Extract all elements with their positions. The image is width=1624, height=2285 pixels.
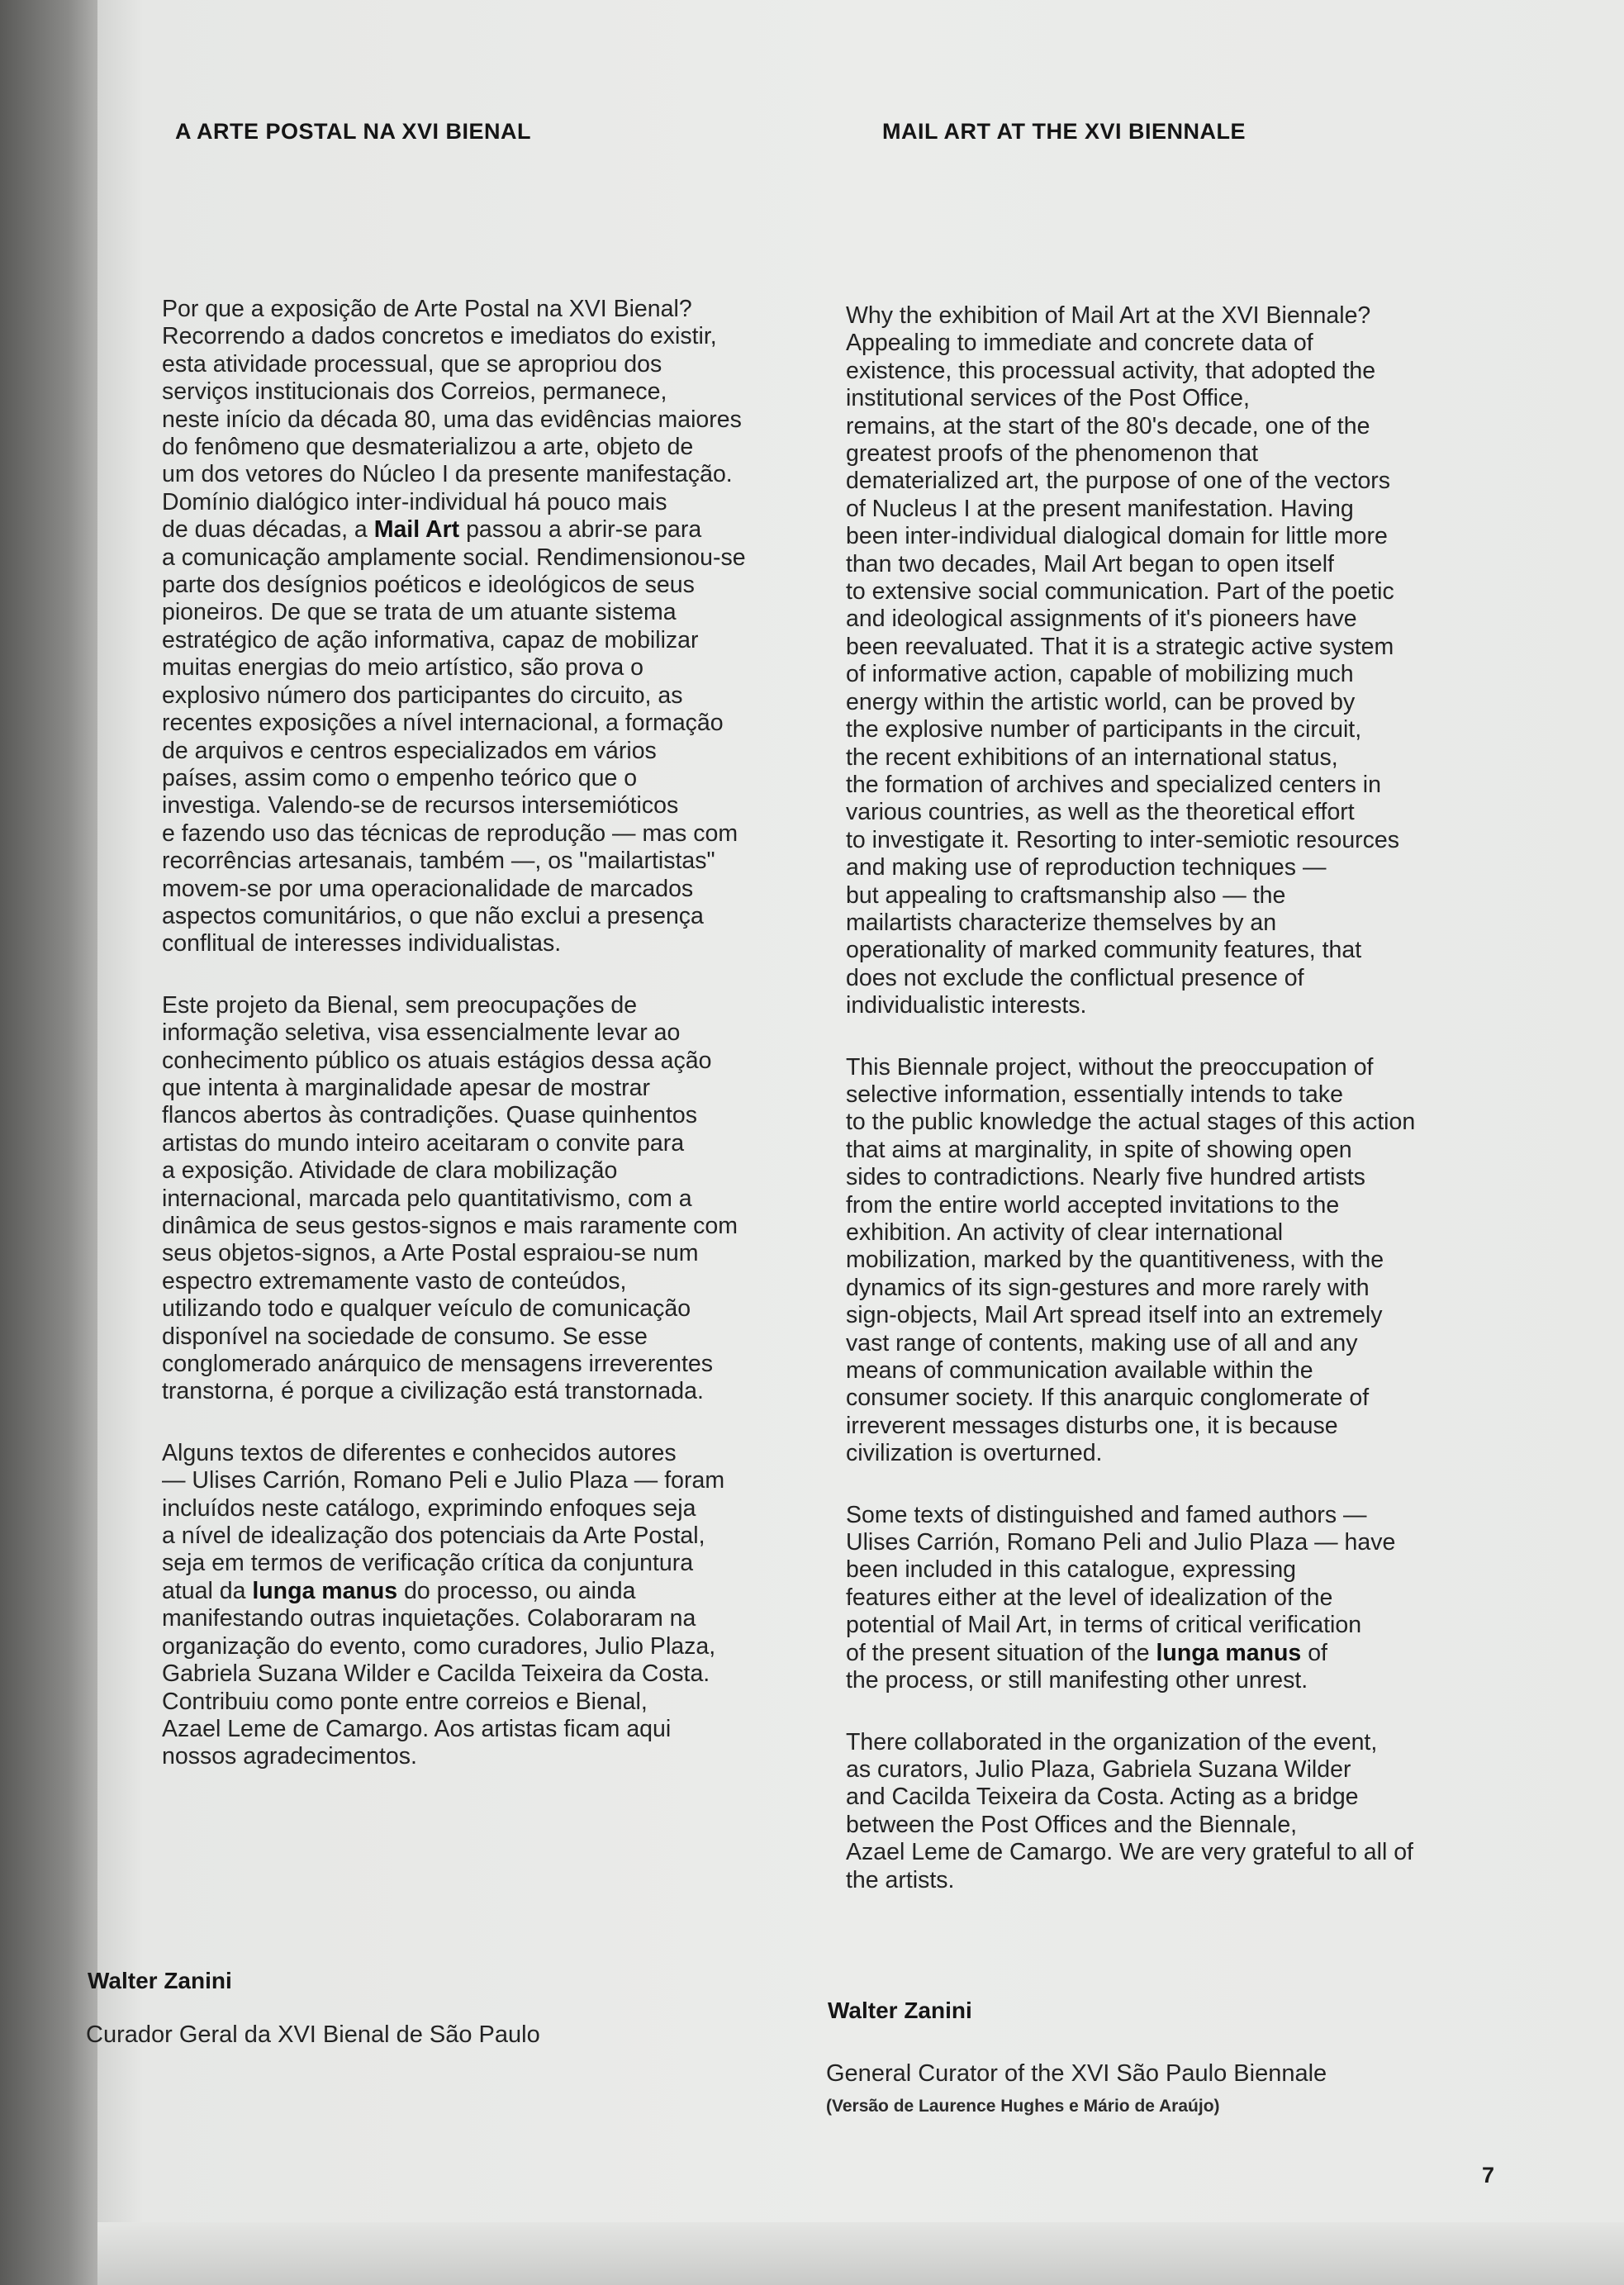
text-line: individualistic interests.: [846, 992, 1087, 1019]
text-line: parte dos desígnios poéticos e ideológicos de seus: [162, 572, 695, 599]
text-line: serviços institucionais dos Correios, permanece,: [162, 378, 667, 406]
text-line: um dos vetores do Núcleo I da presente manifestação.: [162, 461, 733, 488]
text-line: manifestando outras inquietações. Colaboraram na: [162, 1605, 696, 1632]
text-line: estratégico de ação informativa, capaz de mobilizar: [162, 626, 699, 653]
text-line: Contribuiu como ponte entre correios e Bienal,: [162, 1688, 648, 1715]
text-line: dinâmica de seus gestos-signos e mais raramente com: [162, 1213, 738, 1239]
paragraph: [846, 1502, 1573, 1695]
text-line: do fenômeno que desmaterializou a arte, objeto de: [162, 434, 694, 461]
text-line: — Ulises Carrión, Romano Peli e Julio Plaza — foram: [162, 1467, 725, 1494]
text-line: the explosive number of participants in the circuit,: [846, 716, 1362, 743]
text-line: potential of Mail Art, in terms of critical verification: [846, 1612, 1362, 1639]
paragraph-gap: [846, 1695, 1573, 1729]
page-number: 7: [1482, 2163, 1495, 2188]
text-line: conhecimento público os atuais estágios dessa ação: [162, 1047, 712, 1074]
text-line: de arquivos e centros especializados em vários: [162, 737, 657, 764]
signature-role-english: General Curator of the XVI São Paulo Biennale: [826, 2060, 1327, 2087]
paragraph-gap: [162, 1406, 823, 1440]
text-line: Some texts of distinguished and famed authors —: [846, 1501, 1367, 1528]
text-line: been included in this catalogue, expressing: [846, 1556, 1297, 1584]
paragraph-gap: [846, 1020, 1573, 1054]
text-line: utilizando todo e qualquer veículo de comunicação: [162, 1295, 691, 1323]
text-line: vast range of contents, making use of all and any: [846, 1329, 1358, 1356]
text-line: atual da lunga manus do processo, ou ainda: [162, 1577, 636, 1604]
text-line: between the Post Offices and the Biennale,: [846, 1811, 1298, 1838]
text-line: than two decades, Mail Art began to open itself: [846, 550, 1334, 577]
text-line: sign-objects, Mail Art spread itself into an extremely: [846, 1302, 1383, 1329]
text-line: conglomerado anárquico de mensagens irreverentes: [162, 1351, 713, 1378]
paragraph-gap: [162, 958, 823, 992]
text-line: Este projeto da Bienal, sem preocupações de: [162, 991, 638, 1019]
text-line: pioneiros. De que se trata de um atuante sistema: [162, 599, 677, 626]
paragraph: [846, 1729, 1573, 1894]
text-line: que intenta à marginalidade apesar de mostrar: [162, 1074, 650, 1101]
text-line: Ulises Carrión, Romano Peli and Julio Plaza — have: [846, 1529, 1396, 1556]
text-line: artistas do mundo inteiro aceitaram o convite para: [162, 1129, 685, 1157]
text-line: organização do evento, como curadores, Julio Plaza,: [162, 1632, 716, 1660]
text-line: to the public knowledge the actual stages of this action: [846, 1109, 1416, 1136]
text-line: Recorrendo a dados concretos e imediatos do existir,: [162, 323, 717, 350]
paragraph-gap: [846, 1468, 1573, 1502]
text-line: seja em termos de verificação crítica da conjuntura: [162, 1550, 694, 1577]
text-line: incluídos neste catálogo, exprimindo enfoques seja: [162, 1494, 696, 1522]
text-line: movem-se por uma operacionalidade de marcados: [162, 875, 694, 902]
text-line: a nível de idealização dos potenciais da Arte Postal,: [162, 1523, 705, 1550]
text-line: neste início da década 80, uma das evidências maiores: [162, 406, 742, 433]
text-column-portuguese: [162, 296, 823, 1771]
text-line: Azael Leme de Camargo. We are very grateful to all of: [846, 1839, 1413, 1866]
text-line: features either at the level of idealization of the: [846, 1584, 1333, 1611]
heading-portuguese: A ARTE POSTAL NA XVI BIENAL: [175, 119, 532, 144]
text-line: investiga. Valendo-se de recursos intersemióticos: [162, 792, 679, 819]
text-line: Alguns textos de diferentes e conhecidos autores: [162, 1439, 677, 1466]
text-line: greatest proofs of the phenomenon that: [846, 440, 1259, 468]
page-bottom-edge: [97, 2222, 1624, 2285]
paragraph: [846, 1054, 1573, 1468]
text-line: been reevaluated. That it is a strategic active system: [846, 633, 1394, 660]
text-line: that aims at marginality, in spite of showing open: [846, 1136, 1352, 1163]
text-line: the recent exhibitions of an international status,: [846, 743, 1338, 771]
text-line: and making use of reproduction techniques —: [846, 854, 1327, 881]
text-line: Why the exhibition of Mail Art at the XVI Biennale?: [846, 302, 1371, 329]
text-line: mailartists characterize themselves by an: [846, 909, 1277, 936]
text-line: but appealing to craftsmanship also — the: [846, 881, 1286, 909]
paragraph: [846, 302, 1573, 1020]
heading-english: MAIL ART AT THE XVI BIENNALE: [882, 119, 1246, 144]
text-line: nossos agradecimentos.: [162, 1743, 417, 1770]
paragraph: [162, 1440, 823, 1771]
text-line: does not exclude the conflictual presence of: [846, 964, 1304, 991]
translator-credit: (Versão de Laurence Hughes e Mário de Araújo): [826, 2097, 1220, 2116]
paragraph: [162, 296, 823, 958]
text-line: seus objetos-signos, a Arte Postal espraiou-se num: [162, 1240, 699, 1267]
text-line: recentes exposições a nível internacional, a formação: [162, 710, 724, 737]
text-line: Appealing to immediate and concrete data of: [846, 330, 1313, 357]
text-line: the process, or still manifesting other unrest.: [846, 1667, 1308, 1694]
text-line: países, assim como o empenho teórico que o: [162, 764, 638, 791]
text-line: exhibition. An activity of clear international: [846, 1219, 1284, 1246]
text-line: energy within the artistic world, can be proved by: [846, 688, 1356, 715]
emphasized-term: lunga manus: [1156, 1639, 1302, 1666]
text-line: of Nucleus I at the present manifestation. Having: [846, 495, 1354, 522]
text-line: a comunicação amplamente social. Rendimensionou-se: [162, 544, 746, 571]
signature-name-portuguese: Walter Zanini: [88, 1968, 232, 1993]
text-line: mobilization, marked by the quantitiveness, with the: [846, 1247, 1384, 1274]
text-line: selective information, essentially intends to take: [846, 1081, 1343, 1108]
text-line: the formation of archives and specialized centers in: [846, 771, 1381, 798]
text-line: This Biennale project, without the preoccupation of: [846, 1053, 1374, 1081]
text-line: explosivo número dos participantes do circuito, as: [162, 682, 683, 709]
text-line: dynamics of its sign-gestures and more rarely with: [846, 1274, 1370, 1301]
text-line: de duas décadas, a Mail Art passou a abrir-se para: [162, 516, 702, 544]
text-line: remains, at the start of the 80's decade, one of the: [846, 412, 1370, 439]
text-line: and Cacilda Teixeira da Costa. Acting as a bridge: [846, 1784, 1359, 1811]
text-line: institutional services of the Post Office,: [846, 385, 1250, 412]
text-line: dematerialized art, the purpose of one of the vectors: [846, 468, 1391, 495]
text-line: from the entire world accepted invitations to the: [846, 1191, 1340, 1219]
text-line: operationality of marked community features, that: [846, 937, 1362, 964]
text-line: Por que a exposição de Arte Postal na XVI Bienal?: [162, 296, 692, 322]
text-line: esta atividade processual, que se apropriou dos: [162, 350, 662, 378]
text-column-english: [846, 302, 1573, 1894]
text-line: to extensive social communication. Part of the poetic: [846, 578, 1394, 606]
text-line: a exposição. Atividade de clara mobilização: [162, 1157, 618, 1185]
text-line: aspectos comunitários, o que não exclui a presença: [162, 902, 704, 929]
signature-name-english: Walter Zanini: [828, 1998, 972, 2023]
text-line: Domínio dialógico inter-individual há pouco mais: [162, 488, 667, 515]
text-line: There collaborated in the organization of the event,: [846, 1728, 1378, 1755]
text-line: espectro extremamente vasto de conteúdos,: [162, 1267, 627, 1295]
text-line: informação seletiva, visa essencialmente levar ao: [162, 1019, 681, 1047]
text-line: Gabriela Suzana Wilder e Cacilda Teixeira da Costa.: [162, 1660, 710, 1688]
text-line: recorrências artesanais, também —, os "mailartistas": [162, 848, 715, 875]
text-line: sides to contradictions. Nearly five hundred artists: [846, 1164, 1365, 1191]
text-line: transtorna, é porque a civilização está transtornada.: [162, 1378, 704, 1405]
text-line: conflitual de interesses individualistas.: [162, 930, 562, 957]
text-line: internacional, marcada pelo quantitativismo, com a: [162, 1185, 692, 1212]
text-line: of informative action, capable of mobilizing much: [846, 661, 1354, 688]
text-line: irreverent messages disturbs one, it is because: [846, 1412, 1338, 1439]
text-line: disponível na sociedade de consumo. Se esse: [162, 1323, 648, 1350]
text-line: and ideological assignments of it's pioneers have: [846, 606, 1357, 633]
text-line: been inter-individual dialogical domain for little more: [846, 523, 1388, 550]
text-line: to investigate it. Resorting to inter-semiotic resources: [846, 826, 1400, 853]
text-line: the artists.: [846, 1866, 955, 1893]
text-line: Azael Leme de Camargo. Aos artistas ficam aqui: [162, 1715, 672, 1742]
emphasized-term: lunga manus: [252, 1577, 398, 1604]
text-line: consumer society. If this anarquic conglomerate of: [846, 1385, 1370, 1412]
text-line: means of communication available within the: [846, 1357, 1313, 1385]
text-line: existence, this processual activity, that adopted the: [846, 357, 1376, 384]
emphasized-term: Mail Art: [373, 516, 460, 544]
text-line: of the present situation of the lunga manus of: [846, 1639, 1327, 1666]
text-line: muitas energias do meio artístico, são prova o: [162, 654, 643, 682]
text-line: civilization is overturned.: [846, 1440, 1103, 1467]
text-line: flancos abertos às contradições. Quase quinhentos: [162, 1102, 697, 1129]
text-line: as curators, Julio Plaza, Gabriela Suzana Wilder: [846, 1755, 1351, 1783]
signature-role-portuguese: Curador Geral da XVI Bienal de São Paulo: [86, 2021, 540, 2048]
paragraph: [162, 992, 823, 1406]
text-line: various countries, as well as the theoretical effort: [846, 799, 1355, 826]
text-line: e fazendo uso das técnicas de reprodução — mas com: [162, 819, 738, 847]
